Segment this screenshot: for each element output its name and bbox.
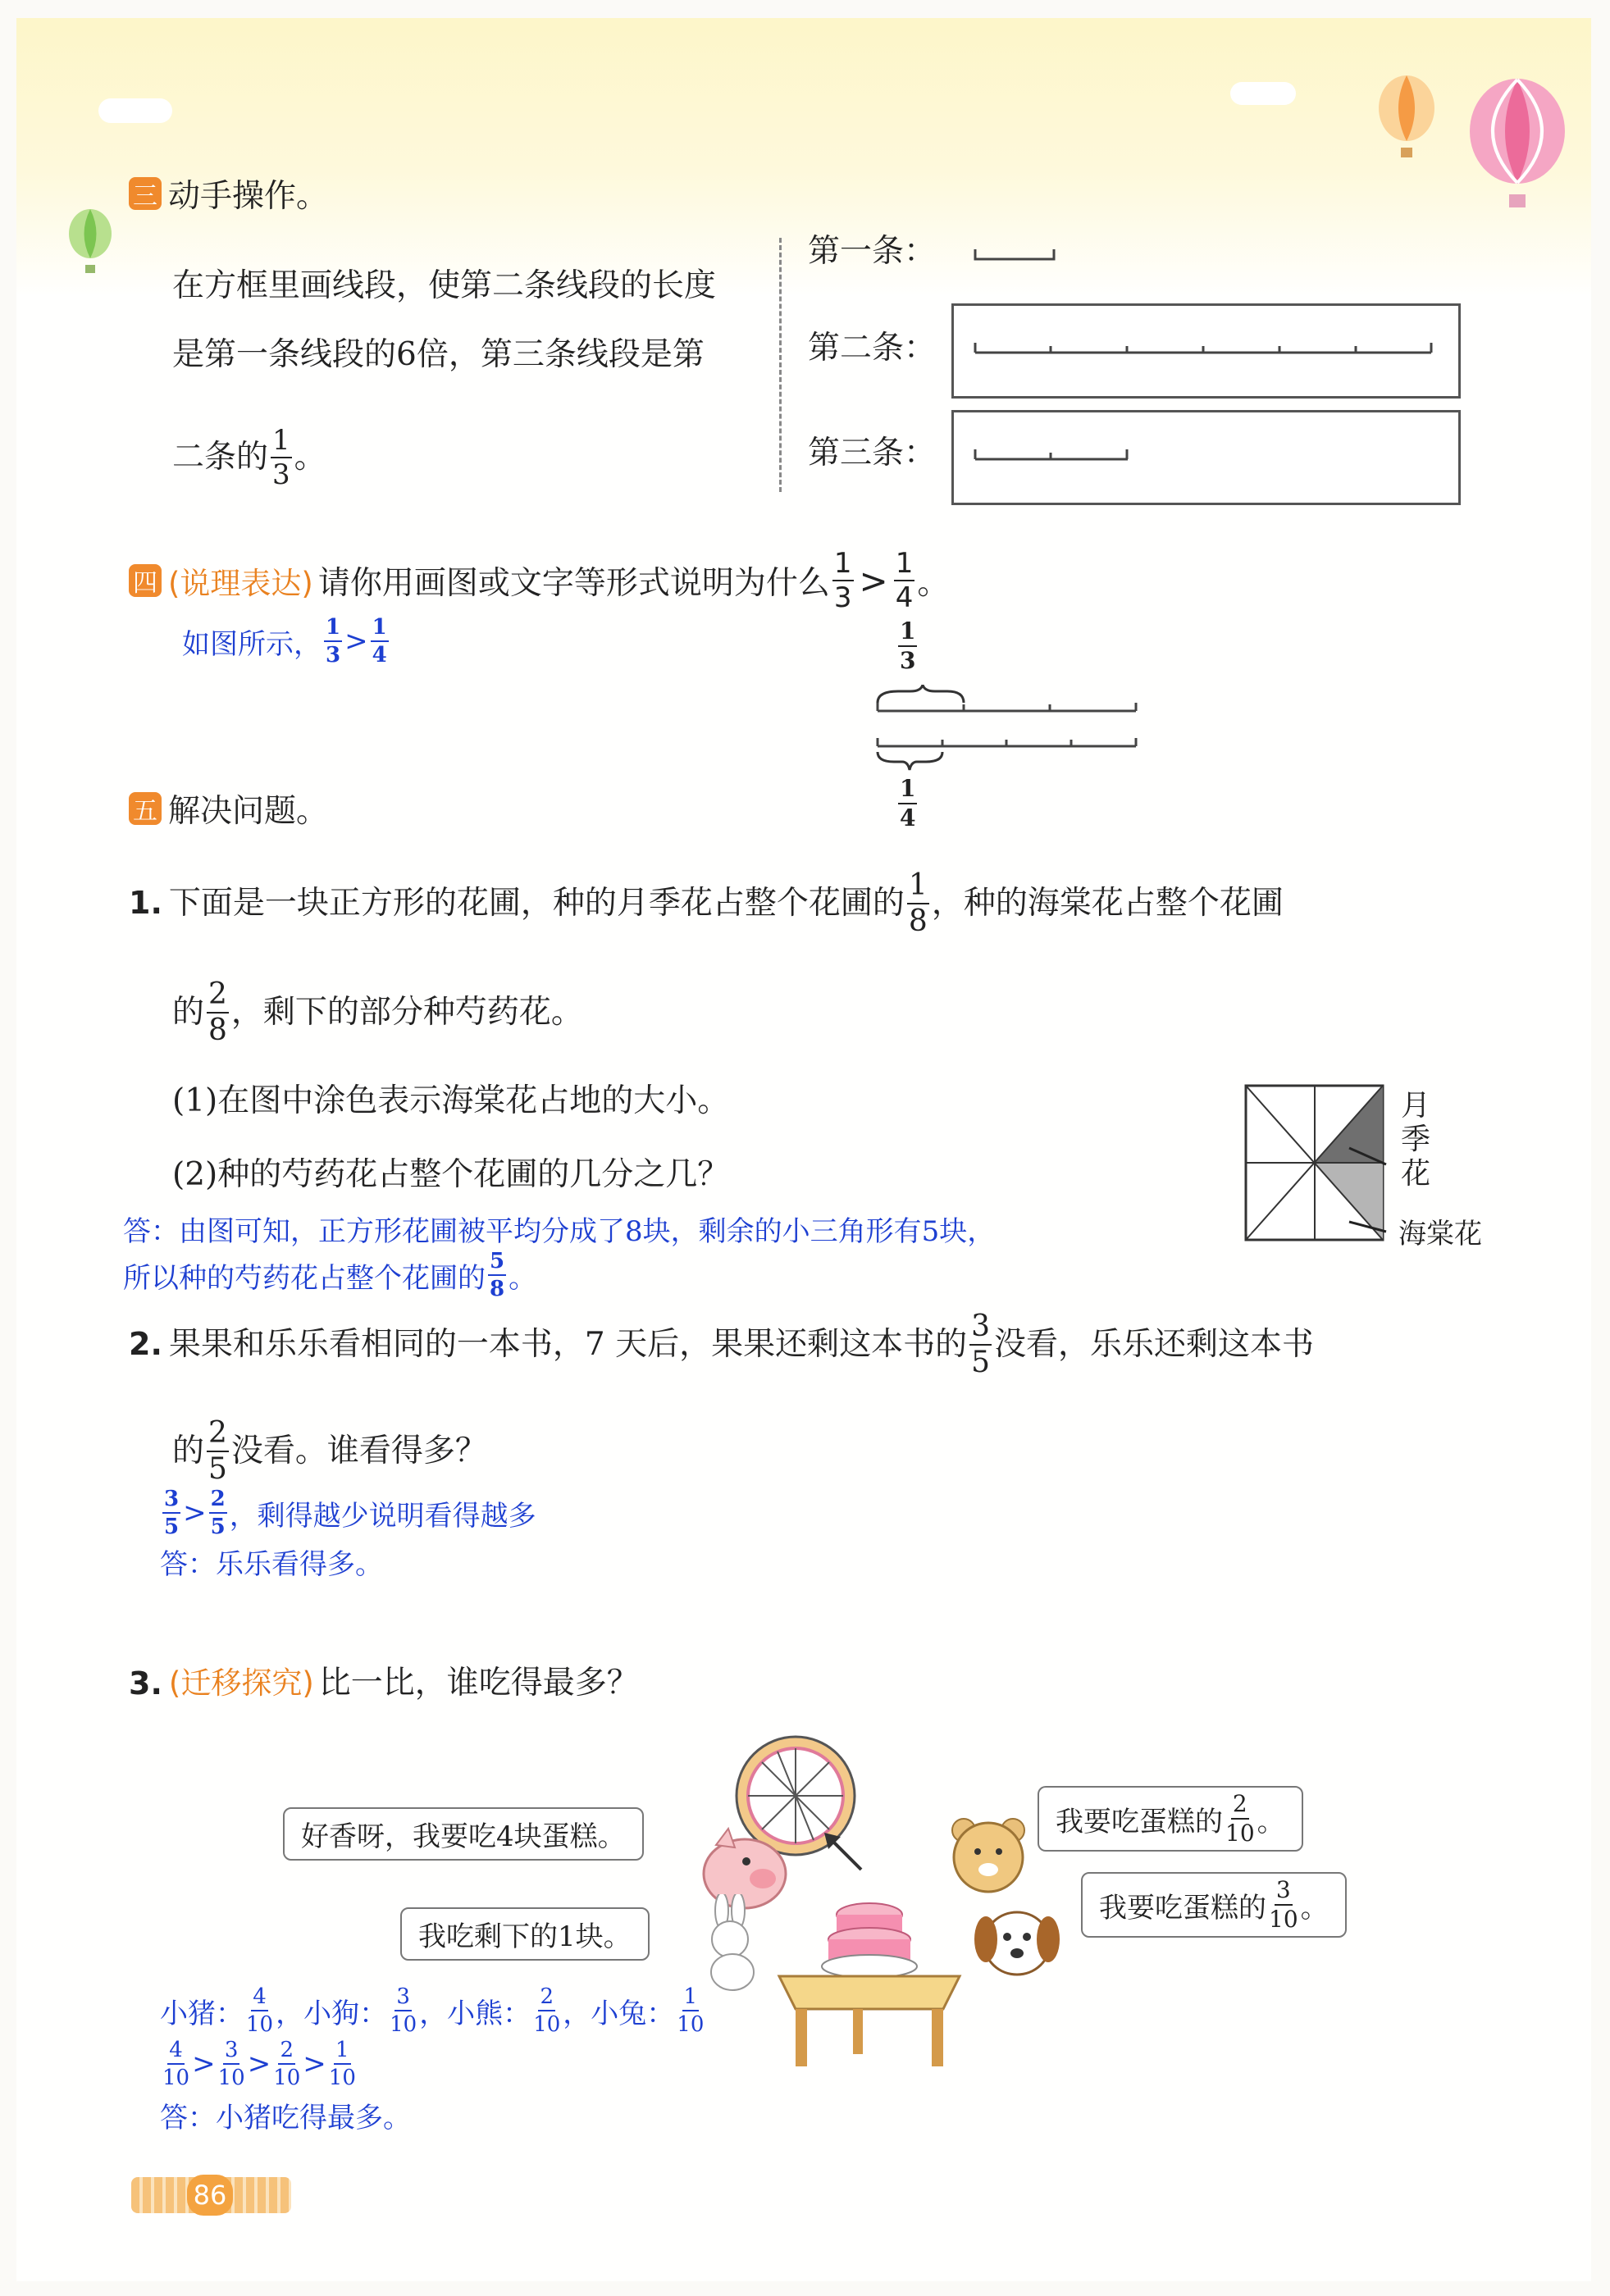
section-title: 动手操作。 (168, 178, 329, 215)
segment-label: 第二条： (808, 330, 937, 367)
fraction (271, 426, 292, 489)
fraction (329, 2039, 356, 2089)
comparison-sign: > (183, 1496, 207, 1529)
denominator: 4 (895, 581, 914, 614)
comparison-sign: > (192, 2048, 216, 2080)
answer-text: ，小狗： (276, 1997, 388, 2030)
sub-question: (2)种的芍药花占整个花圃的几分之几？ (172, 1156, 730, 1193)
label-haitang: 海棠花 (1398, 1218, 1482, 1250)
fraction (832, 549, 854, 612)
denominator: 8 (908, 904, 928, 938)
fraction (324, 617, 342, 666)
denominator: 10 (162, 2066, 190, 2090)
balloon-icon (62, 209, 119, 279)
denominator: 10 (246, 2012, 274, 2037)
denominator: 5 (210, 1515, 226, 1539)
fraction (1269, 1876, 1298, 1933)
denominator: 10 (533, 2012, 561, 2037)
fraction (677, 1986, 704, 2035)
fraction (907, 868, 929, 938)
balloon-icon (1460, 78, 1575, 217)
numerator: 3 (969, 1312, 992, 1346)
segment-label: 第三条： (808, 435, 937, 472)
denominator: 5 (164, 1515, 180, 1539)
denominator: 4 (372, 643, 387, 667)
label-rose: 月季花 (1401, 1089, 1431, 1191)
numerator: 1 (272, 424, 290, 457)
fraction (209, 1488, 227, 1538)
section-5-heading (129, 786, 328, 831)
answer-text: ，剩得越少说明看得越多 (229, 1499, 536, 1533)
section-tag: (说理表达) (168, 566, 313, 601)
numerator: 1 (898, 620, 917, 647)
comparison-sign: > (303, 2048, 326, 2080)
denominator: 8 (490, 1277, 505, 1301)
question-number: 1. (129, 885, 162, 922)
answer-text: ，小熊： (419, 1997, 531, 2030)
segment-one (972, 246, 1062, 262)
speech-bubble-dog (1081, 1872, 1347, 1938)
denominator: 10 (390, 2012, 417, 2037)
section-number-icon: 三 (129, 177, 162, 210)
page-number: 86 (187, 2175, 233, 2216)
section-3-heading (129, 171, 328, 216)
answer-line: 答：乐乐看得多。 (160, 1548, 383, 1581)
rabbit-icon (701, 1894, 767, 1993)
fraction (162, 1488, 180, 1538)
comparison-line (160, 2039, 358, 2089)
numerator: 4 (167, 2039, 185, 2065)
denominator: 3 (833, 581, 852, 614)
cloud-decoration (1230, 82, 1296, 105)
numerator: 4 (251, 1986, 268, 2011)
divider (779, 238, 782, 492)
fraction (898, 777, 917, 830)
numerator: 1 (371, 617, 389, 642)
denominator: 3 (272, 458, 290, 491)
question-text: ，剩下的部分种芍药花。 (230, 993, 583, 1031)
question-text: 果果和乐乐看相同的一本书，7 天后，果果还剩这本书的 (168, 1325, 968, 1363)
section-title: 解决问题。 (168, 793, 329, 830)
numerator: 2 (1231, 1793, 1249, 1820)
question-number: 3. (129, 1665, 162, 1702)
speech-bubble-bear (1038, 1786, 1303, 1852)
fraction (894, 549, 915, 612)
question-2 (129, 1312, 1314, 1378)
fraction (371, 617, 389, 666)
answer-text: 小猪： (160, 1997, 244, 2030)
speech-bubble-rabbit: 我吃剩下的1块。 (400, 1907, 650, 1961)
question-1-cont (172, 977, 583, 1047)
numerator: 3 (162, 1488, 180, 1514)
numerator: 1 (907, 871, 929, 904)
question-text: 。 (917, 565, 950, 602)
numerator: 1 (895, 547, 914, 580)
fraction (1225, 1790, 1255, 1847)
comparison-sign: > (859, 560, 888, 601)
numerator: 2 (207, 980, 229, 1014)
fraction (246, 1986, 273, 2035)
table-with-cake-icon (771, 1894, 968, 2075)
sub-question: (1)在图中涂色表示海棠花占地的大小。 (172, 1082, 730, 1119)
fraction (273, 2039, 300, 2089)
segment-two (972, 338, 1439, 358)
question-text: 的 (172, 993, 205, 1031)
fraction (488, 1250, 506, 1300)
fraction-comparison-diagram (873, 685, 1144, 775)
denominator: 10 (1225, 1820, 1255, 1847)
numerator: 2 (278, 2039, 295, 2065)
question-text: 比一比，谁吃得最多？ (318, 1665, 639, 1702)
numerator: 2 (538, 1986, 555, 2011)
balloon-icon (1370, 74, 1444, 164)
question-text: 没看。谁看得多？ (230, 1432, 487, 1469)
comparison-sign: > (344, 625, 368, 658)
answer-line: 答：由图可知，正方形花圃被平均分成了8块，剩余的小三角形有5块， (123, 1215, 996, 1248)
instruction-line (172, 426, 326, 489)
bubble-text: 我要吃蛋糕的 (1056, 1805, 1223, 1838)
numerator: 1 (833, 547, 852, 580)
header-band (16, 18, 1591, 297)
instruction-line: 在方框里画线段，使第二条线段的长度 (172, 267, 717, 304)
diagram-label-bottom (896, 777, 919, 830)
fraction (898, 617, 917, 674)
numerator: 1 (682, 1986, 700, 2011)
question-3 (129, 1665, 639, 1703)
question-text: 的 (172, 1432, 205, 1469)
numerator: 1 (334, 2039, 351, 2065)
denominator: 10 (217, 2066, 245, 2090)
question-2-cont (172, 1416, 487, 1486)
segment-label: 第一条： (808, 233, 937, 270)
comparison-sign: > (247, 2048, 271, 2080)
answer-line: 答：小猪吃得最多。 (160, 2102, 411, 2134)
denominator: 4 (900, 804, 916, 831)
answer-text: 如图所示， (182, 627, 322, 661)
fraction (969, 1312, 992, 1378)
numerator: 5 (488, 1250, 506, 1276)
answer-line (123, 1250, 536, 1300)
question-number: 2. (129, 1326, 162, 1363)
answer-text: 所以种的芍药花占整个花圃的 (123, 1261, 486, 1295)
label-pointer-lines (1345, 1140, 1394, 1238)
instruction-text: 。 (294, 438, 326, 476)
instruction-text: 二条的 (172, 438, 269, 476)
fraction (390, 1986, 417, 2035)
question-text: 请你用画图或文字等形式说明为什么 (317, 565, 830, 602)
dog-icon (968, 1894, 1066, 1993)
denominator: 10 (273, 2066, 301, 2090)
cloud-decoration (98, 98, 172, 123)
denominator: 3 (900, 647, 916, 674)
numerator: 2 (209, 1488, 227, 1514)
denominator: 8 (208, 1014, 227, 1047)
section-4-heading (129, 549, 949, 612)
numerator: 1 (324, 617, 342, 642)
fraction (207, 1416, 229, 1486)
instruction-line: 是第一条线段的6倍，第三条线段是第 (172, 336, 705, 373)
question-1 (129, 868, 1284, 938)
answer-line (160, 1986, 706, 2035)
question-text: 没看，乐乐还剩这本书 (994, 1325, 1315, 1363)
denominator: 10 (328, 2066, 356, 2090)
arrow-icon (820, 1829, 869, 1878)
denominator: 5 (971, 1346, 991, 1379)
denominator: 10 (1269, 1906, 1298, 1933)
answer-line (182, 617, 391, 666)
answer-text: 。 (509, 1261, 537, 1295)
fraction (533, 1986, 560, 2035)
denominator: 5 (208, 1452, 227, 1486)
section-number-icon: 四 (129, 564, 162, 597)
segment-three (972, 444, 1136, 464)
bubble-text: 。 (1257, 1805, 1285, 1838)
fraction (162, 2039, 189, 2089)
question-text: 下面是一块正方形的花圃，种的月季花占整个花圃的 (168, 884, 905, 922)
section-tag: (迁移探究) (168, 1665, 314, 1702)
numerator: 2 (207, 1419, 229, 1452)
answer-text: ，小兔： (563, 1997, 675, 2030)
numerator: 3 (1275, 1879, 1293, 1906)
numerator: 3 (395, 1986, 412, 2011)
bubble-text: 。 (1300, 1891, 1329, 1925)
numerator: 1 (898, 777, 917, 804)
fraction (207, 977, 229, 1047)
question-text: ，种的海棠花占整个花圃 (931, 884, 1284, 922)
denominator: 3 (326, 643, 341, 667)
bubble-text: 我要吃蛋糕的 (1099, 1891, 1266, 1925)
denominator: 10 (677, 2012, 705, 2037)
section-number-icon: 五 (129, 792, 162, 825)
answer-line (160, 1488, 536, 1538)
fraction (218, 2039, 245, 2089)
speech-bubble-pig: 好香呀，我要吃4块蛋糕。 (283, 1807, 644, 1861)
numerator: 3 (223, 2039, 240, 2065)
diagram-label-top (896, 617, 919, 674)
